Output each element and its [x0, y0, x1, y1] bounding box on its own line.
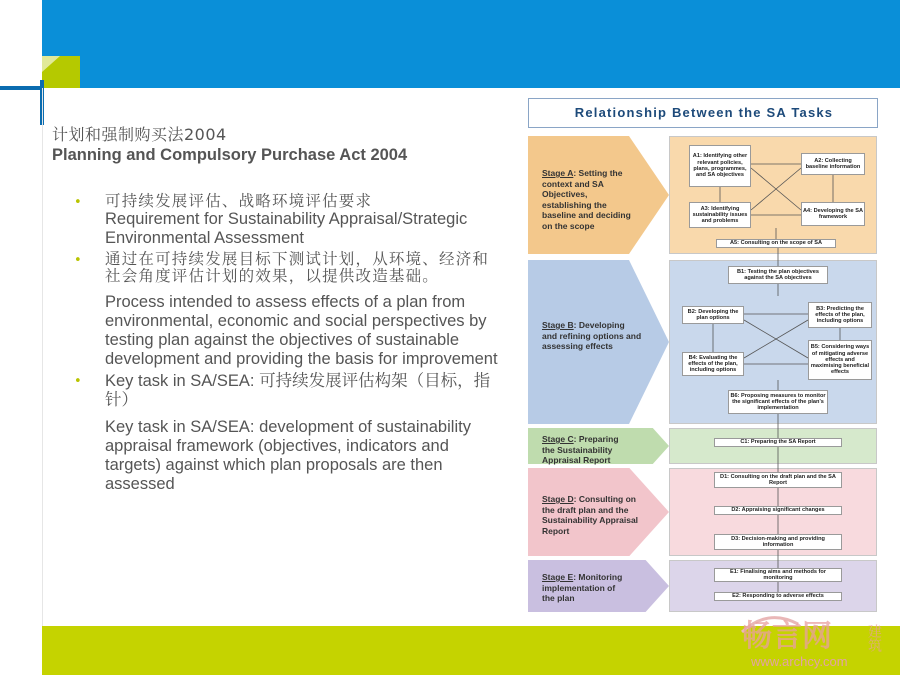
bullet-dot-icon: •	[74, 374, 82, 389]
stage-name: Stage B	[542, 320, 574, 330]
task-box-d1: D1: Consulting on the draft plan and the SA Report	[714, 472, 842, 488]
watermark-url: www.archcy.com	[751, 654, 848, 669]
bullet-text-mixed: Key task in SA/SEA: 可持续发展评估构架（目标，指针）	[105, 372, 491, 409]
corner-decoration	[0, 0, 80, 125]
stage-desc: : Developing and refining options and assessing effects	[542, 320, 642, 351]
stage-a-label	[542, 168, 638, 231]
stage-desc: : Preparing the Sustainability Appraisal Report	[542, 434, 619, 465]
stage-b-label	[542, 320, 642, 352]
task-box-b4: B4: Evaluating the effects of the plan, including options	[682, 352, 744, 376]
task-box-a4: A4: Developing the SA framework	[801, 202, 865, 226]
header-band	[42, 0, 900, 88]
bullet-text-en: Requirement for Sustainability Appraisal/Strategic Environmental Assessment	[105, 210, 468, 247]
bullet-dot-icon: •	[74, 195, 82, 210]
bullet-text-en: Key task in SA/SEA: development of sustainability appraisal framework (objectives, indicators and targets) against which plan proposals are then assessed	[105, 418, 471, 493]
task-box-a1: A1: Identifying other relevant policies, plans, programmes, and SA objectives	[689, 145, 751, 187]
bullet-text-cn: 可持续发展评估、战略环境评估要求	[105, 192, 373, 210]
stage-name: Stage D	[542, 494, 574, 504]
slide-title-cn: 计划和强制购买法2004	[52, 125, 227, 144]
bullet-text-cn: 通过在可持续发展目标下测试计划，从环境、经济和社会角度评估计划的效果，以提供改造基础。	[105, 250, 490, 285]
bullet-item	[74, 193, 504, 248]
stage-name: Stage A	[542, 168, 574, 178]
task-box-e1: E1: Finalising aims and methods for monitoring	[714, 568, 842, 582]
bullet-item	[74, 372, 504, 494]
task-box-a5: A5: Consulting on the scope of SA	[716, 239, 836, 248]
bullet-item	[74, 251, 504, 369]
stage-name: Stage C	[542, 434, 574, 444]
slide-title-en: Planning and Compulsory Purchase Act 2004	[52, 146, 408, 164]
task-box-c1: C1: Preparing the SA Report	[714, 438, 842, 447]
task-box-b3: B3: Predicting the effects of the plan, including options	[808, 302, 872, 328]
svg-text:建筑: 建筑	[866, 624, 882, 652]
sa-tasks-diagram	[528, 98, 880, 612]
task-box-b2: B2: Developing the plan options	[682, 306, 744, 324]
task-box-e2: E2: Responding to adverse effects	[714, 592, 842, 601]
divider	[42, 88, 43, 626]
watermark-logo	[738, 602, 898, 662]
task-box-b6: B6: Proposing measures to monitor the significant effects of the plan's implementation	[728, 390, 828, 414]
stage-e-label	[542, 572, 628, 604]
stage-d-label	[542, 494, 642, 536]
task-box-b5: B5: Considering ways of mitigating adverse effects and maximising beneficial effects	[808, 340, 872, 380]
diagram-title: Relationship Between the SA Tasks	[574, 105, 834, 120]
bullet-text-en: Process intended to assess effects of a plan from environmental, economic and social perspectives by testing plan against the objectives of sustainable development and providing the basis for improvement	[105, 293, 498, 368]
stage-name: Stage E	[542, 572, 574, 582]
svg-text:畅言网: 畅言网	[742, 619, 832, 654]
task-box-a2: A2: Collecting baseline information	[801, 153, 865, 175]
stage-desc: : Monitoring implementation of the plan	[542, 572, 623, 603]
stage-desc: : Setting the context and SA Objectives, establishing the baseline and deciding on the scope	[542, 168, 631, 231]
task-box-b1: B1: Testing the plan objectives against the SA objectives	[728, 266, 828, 284]
task-box-d2: D2: Appraising significant changes	[714, 506, 842, 515]
diagram-title-box	[528, 98, 878, 128]
stage-c-label	[542, 434, 626, 466]
task-box-d3: D3: Decision-making and providing information	[714, 534, 842, 550]
bullet-list	[74, 193, 504, 497]
bullet-dot-icon: •	[74, 253, 82, 268]
task-box-a3: A3: Identifying sustainability issues and problems	[689, 202, 751, 228]
stage-desc: : Consulting on the draft plan and the Sustainability Appraisal Report	[542, 494, 639, 536]
